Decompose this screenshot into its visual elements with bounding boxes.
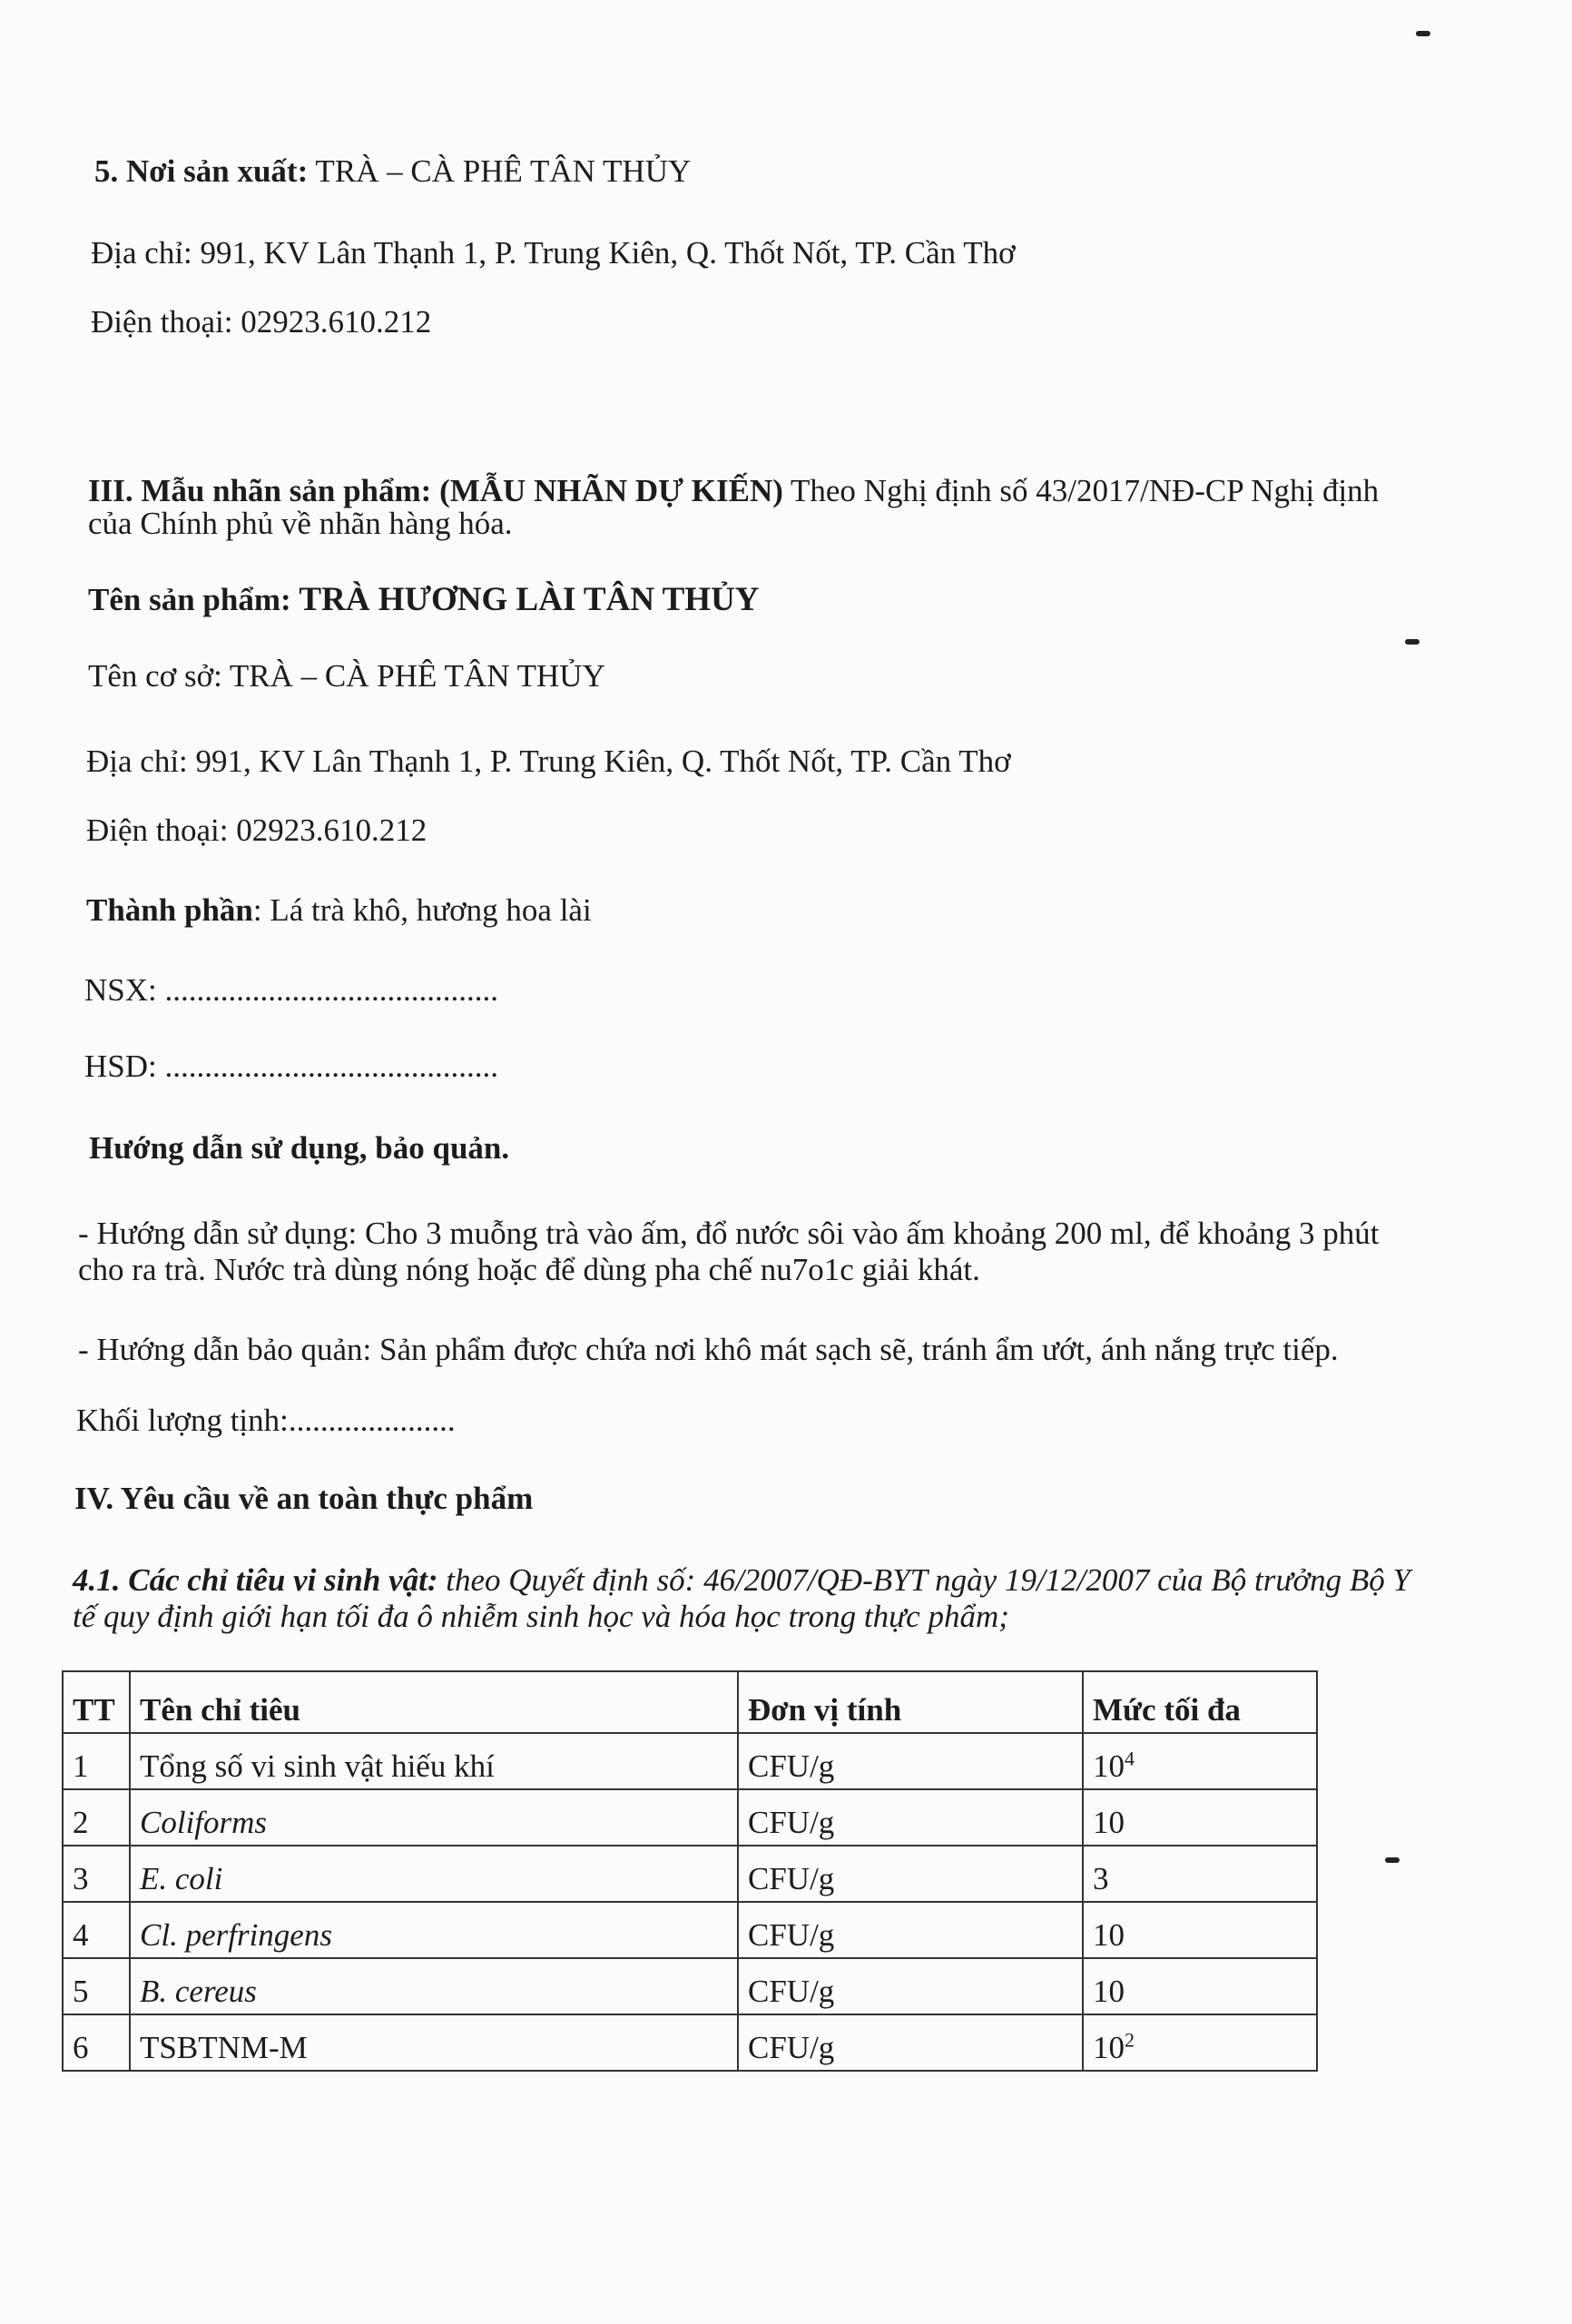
header-unit: Đơn vị tính xyxy=(738,1671,1083,1733)
nsx-field: NSX: .......................................... xyxy=(84,972,498,1008)
scan-mark xyxy=(1416,31,1430,36)
cell-unit: CFU/g xyxy=(738,2014,1083,2071)
cell-name: B. cereus xyxy=(130,1958,738,2014)
max-exponent: 2 xyxy=(1125,2028,1135,2052)
table-header-row xyxy=(63,1671,1317,1733)
usage-line-2: cho ra trà. Nước trà dùng nóng hoặc để dùng pha chế nu7o1c giải khát. xyxy=(78,1252,980,1287)
cell-tt: 2 xyxy=(63,1789,130,1846)
cell-max xyxy=(1083,1846,1317,1902)
cell-name: Tổng số vi sinh vật hiếu khí xyxy=(130,1733,738,1789)
storage-instructions: - Hướng dẫn bảo quản: Sản phẩm được chứa nơi khô mát sạch sẽ, tránh ẩm ướt, ánh nắng trực tiếp. xyxy=(78,1332,1339,1367)
producer-line xyxy=(94,153,691,191)
scan-mark xyxy=(1385,1857,1400,1863)
header-tt: TT xyxy=(63,1671,130,1733)
table-row xyxy=(63,1958,1317,2014)
table-row xyxy=(63,1902,1317,1958)
table-row xyxy=(63,1733,1317,1789)
cell-unit: CFU/g xyxy=(738,1846,1083,1902)
safety-heading: IV. Yêu cầu về an toàn thực phẩm xyxy=(74,1481,534,1516)
max-exponent: 4 xyxy=(1125,1747,1135,1770)
producer-phone: Điện thoại: 02923.610.212 xyxy=(91,304,432,340)
cell-max xyxy=(1083,1958,1317,2014)
net-weight-field: Khối lượng tịnh:..................... xyxy=(76,1403,456,1438)
cell-unit: CFU/g xyxy=(738,1733,1083,1789)
max-base: 3 xyxy=(1093,1861,1109,1896)
cell-name: E. coli xyxy=(130,1846,738,1902)
microbial-limits-table xyxy=(62,1670,1318,2072)
label-address: Địa chỉ: 991, KV Lân Thạnh 1, P. Trung Kiên, Q. Thốt Nốt, TP. Cần Thơ xyxy=(86,743,1011,779)
cell-unit: CFU/g xyxy=(738,1958,1083,2014)
ingredients-line xyxy=(86,891,592,930)
producer-address: Địa chỉ: 991, KV Lân Thạnh 1, P. Trung Kiên, Q. Thốt Nốt, TP. Cần Thơ xyxy=(91,235,1016,271)
product-line xyxy=(88,581,760,619)
producer-heading: 5. Nơi sản xuất: xyxy=(94,153,309,189)
max-base: 10 xyxy=(1093,1805,1125,1840)
cell-max xyxy=(1083,1733,1317,1789)
safety-sub-heading: 4.1. Các chỉ tiêu vi sinh vật: xyxy=(73,1562,438,1598)
table-row xyxy=(63,1846,1317,1902)
producer-name: TRÀ – CÀ PHÊ TÂN THỦY xyxy=(315,153,692,189)
header-name: Tên chỉ tiêu xyxy=(130,1671,738,1733)
cell-max xyxy=(1083,1902,1317,1958)
scan-mark xyxy=(1405,639,1420,645)
usage-line-1: - Hướng dẫn sử dụng: Cho 3 muỗng trà vào ấm, đổ nước sôi vào ấm khoảng 200 ml, để khoảng 3 phút xyxy=(78,1216,1380,1251)
max-base: 10 xyxy=(1093,2030,1125,2065)
label-heading-line2: của Chính phủ về nhãn hàng hóa. xyxy=(88,506,513,541)
label-heading: III. Mẫu nhãn sản phẩm: (MẪU NHÃN DỰ KIẾN) xyxy=(88,473,783,508)
max-base: 10 xyxy=(1093,1917,1125,1953)
cell-name: Cl. perfringens xyxy=(130,1902,738,1958)
cell-max xyxy=(1083,2014,1317,2071)
cell-tt: 4 xyxy=(63,1902,130,1958)
cell-name: TSBTNM-M xyxy=(130,2014,738,2071)
safety-sub-line-2: tế quy định giới hạn tối đa ô nhiễm sinh học và hóa học trong thực phẩm; xyxy=(73,1599,1009,1634)
table-row xyxy=(63,1789,1317,1846)
product-name: TRÀ HƯƠNG LÀI TÂN THỦY xyxy=(299,581,760,618)
facility-name: Tên cơ sở: TRÀ – CÀ PHÊ TÂN THỦY xyxy=(88,658,605,694)
max-base: 10 xyxy=(1093,1748,1125,1784)
cell-name: Coliforms xyxy=(130,1789,738,1846)
ingredients-text: : Lá trà khô, hương hoa lài xyxy=(252,892,592,928)
usage-heading: Hướng dẫn sử dụng, bảo quản. xyxy=(89,1130,510,1166)
label-phone: Điện thoại: 02923.610.212 xyxy=(86,812,427,848)
cell-max xyxy=(1083,1789,1317,1846)
cell-unit: CFU/g xyxy=(738,1789,1083,1846)
table-row xyxy=(63,2014,1317,2071)
cell-tt: 1 xyxy=(63,1733,130,1789)
header-max: Mức tối đa xyxy=(1083,1671,1317,1733)
ingredients-label: Thành phần xyxy=(86,892,253,928)
cell-tt: 3 xyxy=(63,1846,130,1902)
cell-tt: 6 xyxy=(63,2014,130,2071)
hsd-field: HSD: .......................................... xyxy=(84,1049,498,1084)
label-heading-rest: Theo Nghị định số 43/2017/NĐ-CP Nghị định xyxy=(791,473,1380,508)
safety-sub-line xyxy=(73,1561,1410,1600)
safety-sub-text: theo Quyết định số: 46/2007/QĐ-BYT ngày 19/12/2007 của Bộ trưởng Bộ Y xyxy=(446,1562,1411,1598)
cell-unit: CFU/g xyxy=(738,1902,1083,1958)
max-base: 10 xyxy=(1093,1974,1125,2009)
cell-tt: 5 xyxy=(63,1958,130,2014)
product-label: Tên sản phẩm: xyxy=(88,582,291,617)
